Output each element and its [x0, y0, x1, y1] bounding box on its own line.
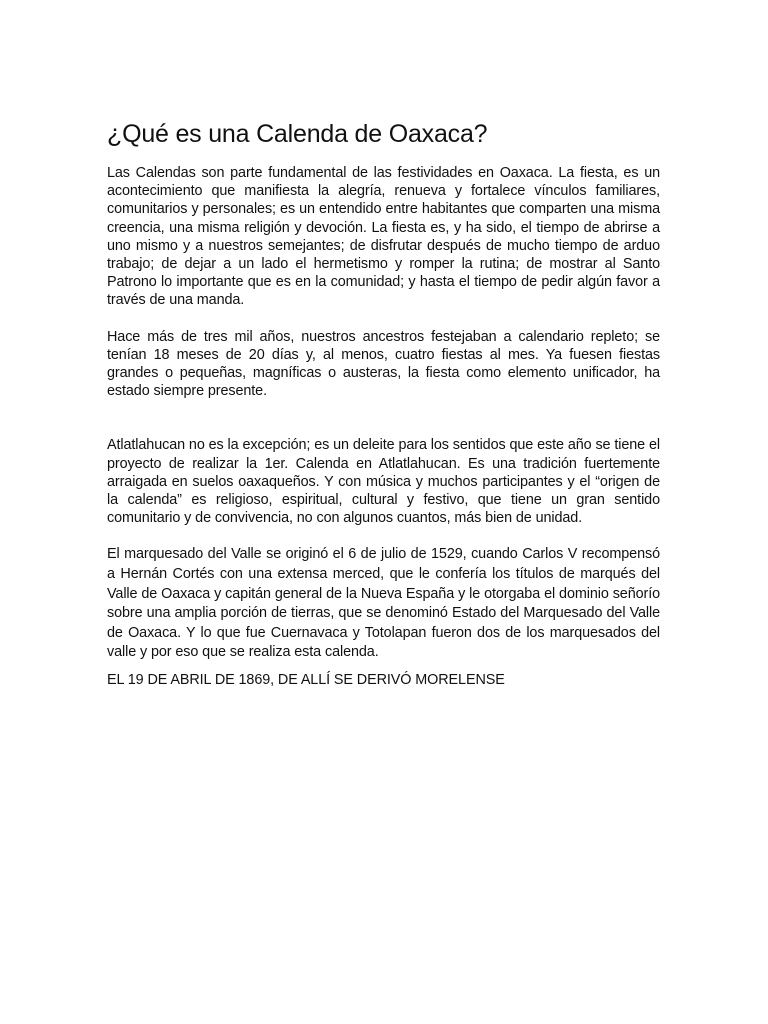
paragraph-calendas-intro: Las Calendas son parte fundamental de las festividades en Oaxaca. La fiesta, es un acontecimiento que manifiesta la alegría, renueva y fortalece vínculos familiares, comunitarios y personales; es un entendido entre habitantes que comparten una misma creencia, una misma religión y devoción. La fiesta es, y ha sido, el tiempo de abrirse a uno mismo y a nuestros semejantes; de disfrutar después de mucho tiempo de arduo trabajo; de dejar a un lado el hermetismo y romper la rutina; de mostrar al Santo Patrono lo importante que es en la comunidad; y hasta el tiempo de pedir algún favor a través de una manda. [107, 165, 660, 309]
paragraph-atlatlahucan: Atlatlahucan no es la excepción; es un deleite para los sentidos que este año se tiene el proyecto de realizar la 1er. Calenda en Atlatlahucan. Es una tradición fuertemente arraigada en suelos oaxaqueños. Y con música y muchos participantes y el “origen de la calenda” es religioso, espiritual, cultural y festivo, que tiene un gran sentido comunitario y de convivencia, no con algunos cuantos, más bien de unidad. [107, 437, 660, 527]
document-title: ¿Qué es una Calenda de Oaxaca? [107, 120, 488, 148]
paragraph-marquesado: El marquesado del Valle se originó el 6 de julio de 1529, cuando Carlos V recompensó a Hernán Cortés con una extensa merced, que le confería los títulos de marqués del Valle de Oaxaca y capitán general de la Nueva España y le otorgaba el dominio señorío sobre una amplia porción de tierras, que se denominó Estado del Marquesado del Valle de Oaxaca. Y lo que fue Cuernavaca y Totolapan fueron dos de los marquesados del valle y por eso que se realiza esta calenda. [107, 546, 660, 661]
paragraph-ancestros: Hace más de tres mil años, nuestros ancestros festejaban a calendario repleto; se tenían 18 meses de 20 días y, al menos, cuatro fiestas al mes. Ya fuesen fiestas grandes o pequeñas, magníficas o austeras, la fiesta como elemento unificador, ha estado siempre presente. [107, 328, 660, 400]
paragraph-morelense-date: EL 19 DE ABRIL DE 1869, DE ALLÍ SE DERIVÓ MORELENSE [107, 672, 505, 689]
document-page [107, 118, 660, 689]
